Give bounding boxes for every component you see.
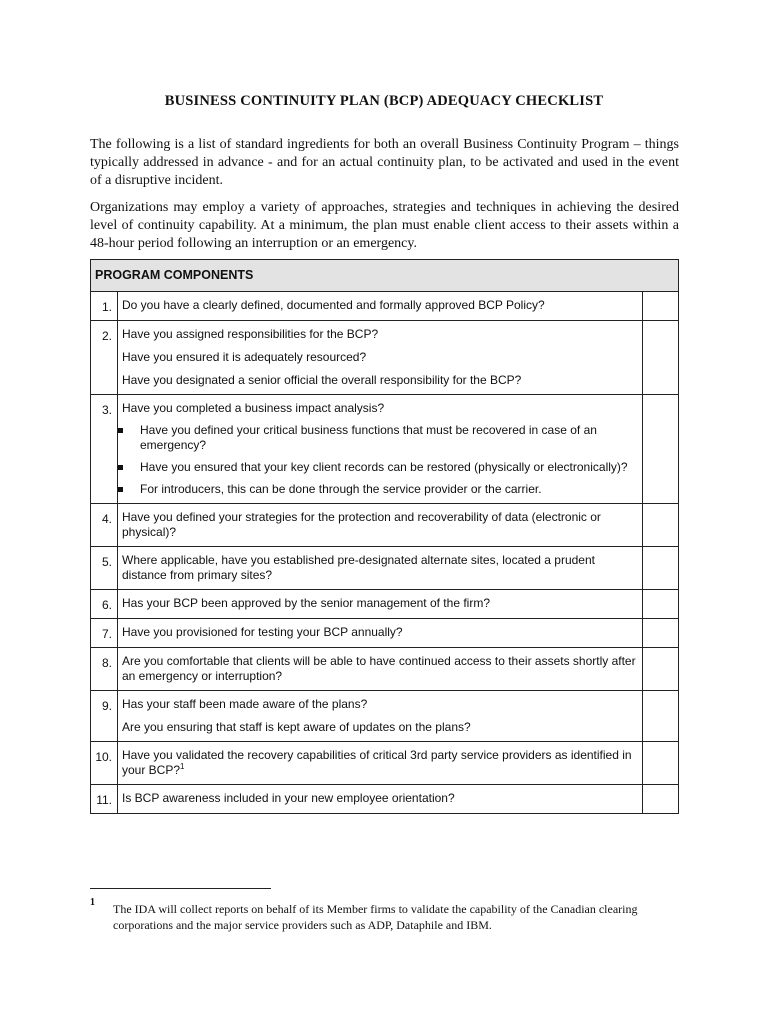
answer-cell[interactable] [643, 292, 679, 321]
item-number: 5. [91, 547, 118, 590]
answer-cell[interactable] [643, 648, 679, 691]
question-line: Have you defined your strategies for the protection and recoverability of data (electronic or physical)? [122, 510, 601, 539]
table-header: PROGRAM COMPONENTS [91, 260, 679, 292]
item-number: 1. [91, 292, 118, 321]
document-title: BUSINESS CONTINUITY PLAN (BCP) ADEQUACY CHECKLIST [164, 93, 604, 109]
question-line: Do you have a clearly defined, documented and formally approved BCP Policy? [122, 298, 545, 312]
approach-paragraph: Organizations may employ a variety of approaches, strategies and techniques in achieving the desired level of continuity capability. At a minimum, the plan must enable client access to their assets within a 48-hour period following an interruption or an emergency. [90, 200, 679, 251]
sub-question-list [122, 423, 636, 497]
item-question [118, 742, 643, 785]
answer-cell[interactable] [643, 321, 679, 395]
question-line: Is BCP awareness included in your new employee orientation? [122, 791, 455, 805]
question-line: Have you provisioned for testing your BCP annually? [122, 625, 403, 639]
table-row [91, 691, 679, 742]
item-number: 2. [91, 321, 118, 395]
item-number: 3. [91, 395, 118, 504]
checklist-table [90, 259, 679, 814]
item-number: 6. [91, 590, 118, 619]
item-number: 9. [91, 691, 118, 742]
question-line: Are you ensuring that staff is kept aware of updates on the plans? [122, 720, 471, 734]
table-header-row [91, 260, 679, 292]
intro-paragraph: The following is a list of standard ingredients for both an overall Business Continuity Program – things typically addressed in advance - and for an actual continuity plan, to be activated and used in the event of a disruptive incident. [90, 137, 679, 188]
item-number: 4. [91, 504, 118, 547]
question-text: Have you validated the recovery capabilities of critical 3rd party service providers as identified in your BCP? [122, 748, 632, 777]
question-line: Have you designated a senior official the overall responsibility for the BCP? [122, 373, 522, 387]
answer-cell[interactable] [643, 619, 679, 648]
footnote-separator [90, 888, 271, 889]
item-question [118, 619, 643, 648]
answer-cell[interactable] [643, 785, 679, 814]
item-number: 7. [91, 619, 118, 648]
item-question [118, 395, 643, 504]
sub-question: Have you defined your critical business functions that must be recovered in case of an emergency? [122, 423, 636, 453]
answer-cell[interactable] [643, 504, 679, 547]
table-row [91, 742, 679, 785]
item-question [118, 504, 643, 547]
question-line: Has your staff been made aware of the plans? [122, 697, 368, 711]
table-row [91, 619, 679, 648]
item-question [118, 648, 643, 691]
answer-cell[interactable] [643, 590, 679, 619]
item-question [118, 785, 643, 814]
sub-question: For introducers, this can be done through the service provider or the carrier. [122, 482, 636, 497]
table-row [91, 648, 679, 691]
question-line [122, 748, 636, 778]
table-row [91, 321, 679, 395]
question-line: Have you completed a business impact analysis? [122, 401, 385, 415]
table-row [91, 785, 679, 814]
question-line: Has your BCP been approved by the senior management of the firm? [122, 596, 490, 610]
question-line: Are you comfortable that clients will be able to have continued access to their assets shortly after an emergency or interruption? [122, 654, 636, 683]
sub-question: Have you ensured that your key client records can be restored (physically or electronically)? [122, 460, 636, 475]
footnote-reference[interactable]: 1 [180, 762, 185, 771]
question-line: Have you assigned responsibilities for the BCP? [122, 327, 379, 341]
answer-cell[interactable] [643, 547, 679, 590]
question-line: Where applicable, have you established pre-designated alternate sites, located a prudent distance from primary sites? [122, 553, 595, 582]
item-question [118, 321, 643, 395]
table-row [91, 547, 679, 590]
item-question [118, 691, 643, 742]
footnote-mark: 1 [90, 897, 95, 908]
table-row [91, 395, 679, 504]
item-question [118, 292, 643, 321]
item-number: 8. [91, 648, 118, 691]
item-question [118, 590, 643, 619]
table-row [91, 292, 679, 321]
answer-cell[interactable] [643, 742, 679, 785]
question-line: Have you ensured it is adequately resourced? [122, 350, 367, 364]
table-row [91, 590, 679, 619]
item-number: 11. [91, 785, 118, 814]
table-row [91, 504, 679, 547]
item-question [118, 547, 643, 590]
item-number: 10. [91, 742, 118, 785]
answer-cell[interactable] [643, 691, 679, 742]
footnote-text: The IDA will collect reports on behalf of its Member firms to validate the capability of the Canadian clearing corporations and the major service providers such as ADP, Dataphile and IBM. [113, 902, 638, 932]
answer-cell[interactable] [643, 395, 679, 504]
